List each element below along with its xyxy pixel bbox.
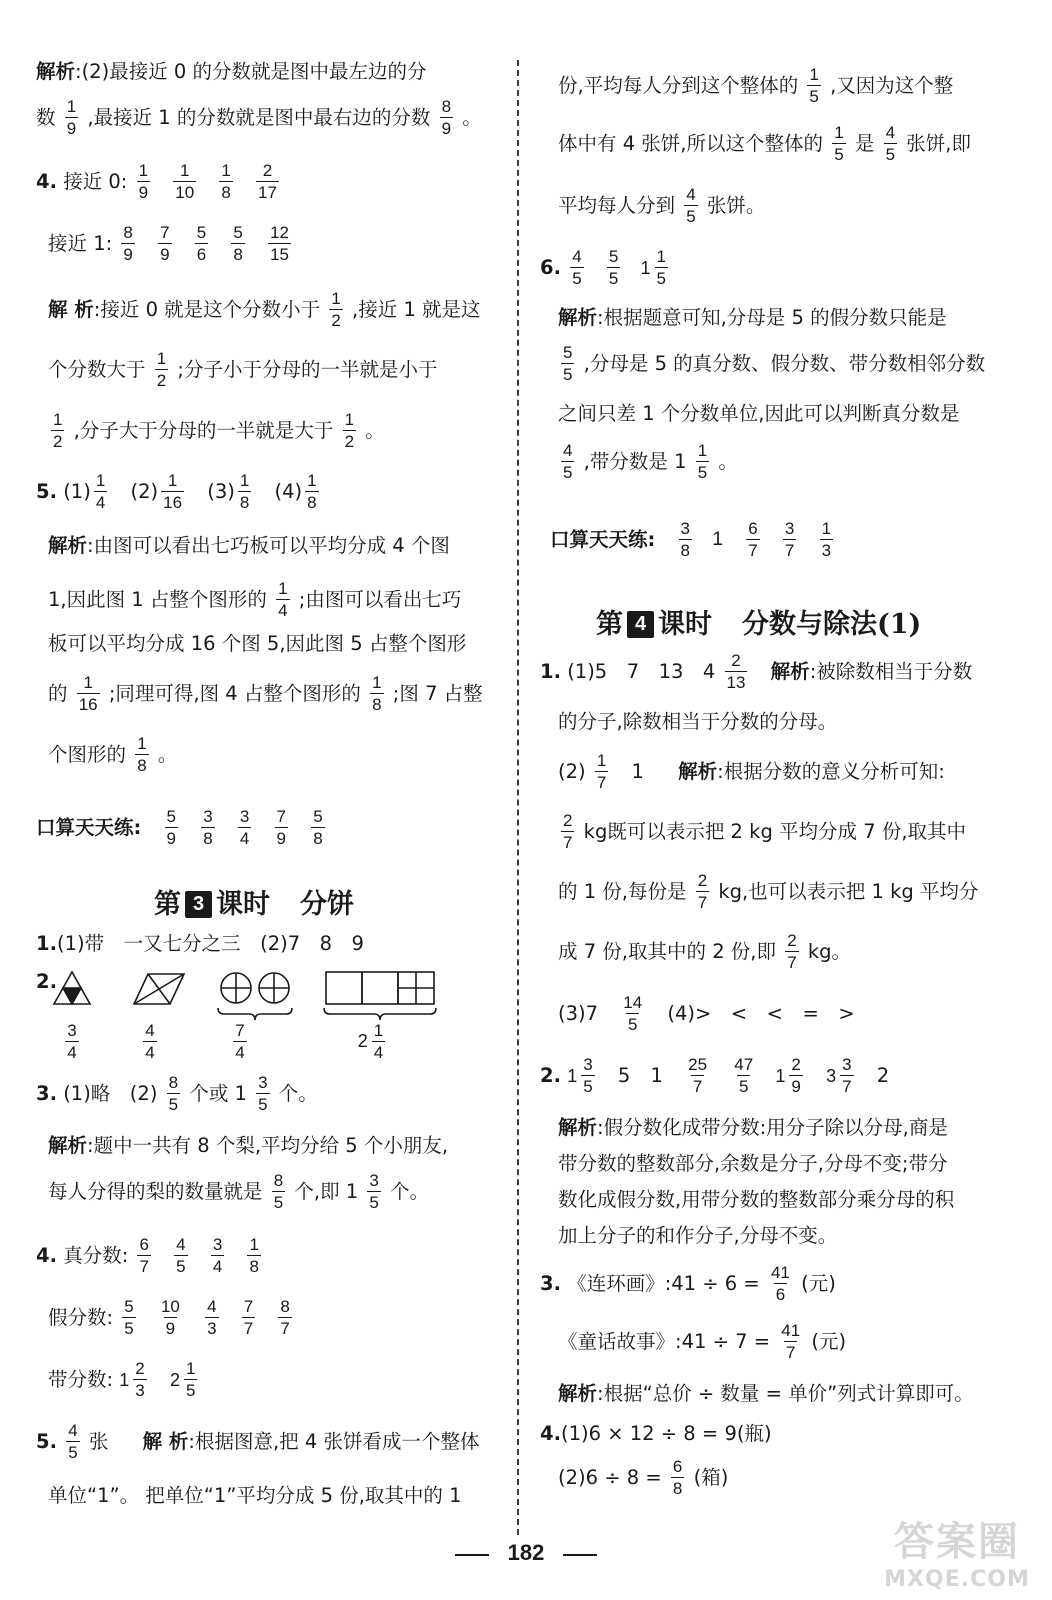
watermark-logo: 答案圈 MXQE.COM <box>884 1519 1030 1592</box>
l3-q2-label-1: $\frac{3}{4}$ <box>67 1021 77 1062</box>
r-cont-1: 份,平均每人分到这个整体的 $\frac{1}{5}$ ,又因为这个整 <box>558 65 954 106</box>
l4-q1-3: (2) $\frac{1}{7}$ 1 解析:根据分数的意义分析可知: <box>558 751 945 792</box>
l3-q1: 1.(1)带 一又七分之三 (2)7 8 9 <box>36 932 364 955</box>
l3-q4-improper: 假分数: $\frac{5}{5}$ $\frac{10}{9}$ $\frac{4}{3}$ $\frac{7}{7}$ $\frac{8}{7}$ <box>48 1297 290 1338</box>
l3-q4-proper: 4. 真分数: $\frac{6}{7}$ $\frac{4}{5}$ $\frac{3}{4}$ $\frac{1}{8}$ <box>36 1235 259 1276</box>
l4-q1-5: 的 1 份,每份是 $\frac{2}{7}$ kg,也可以表示把 1 kg 平均分 <box>558 871 979 912</box>
q5-analysis-3: 板可以平均分成 16 个图 5,因此图 5 占整个图形 <box>48 632 467 655</box>
fraction: $\frac{8}{9}$ <box>441 97 452 138</box>
l4-q1-1: 1. (1)5 7 13 4 $\frac{2}{13}$ 解析:被除数相当于分数 <box>540 651 973 692</box>
r-q6-analysis-1: 解析:根据题意可知,分母是 5 的假分数只能是 <box>558 306 947 329</box>
l4-q2-analysis-1: 解析:假分数化成带分数:用分子除以分母,商是 <box>558 1116 948 1139</box>
l3-q2-label-3: $\frac{7}{4}$ <box>235 1021 245 1062</box>
l4-q3-1: 3. 《连环画》:41 ÷ 6 = $\frac{41}{6}$ (元) <box>540 1263 836 1304</box>
r-cont-2: 体中有 4 张饼,所以这个整体的 $\frac{1}{5}$ 是 $\frac{4}{5}$ 张饼,即 <box>558 123 971 164</box>
l4-q2-analysis-4: 加上分子的和作分子,分母不变。 <box>558 1224 838 1247</box>
l3-q2-label-4: 2 1 4 <box>357 1021 384 1062</box>
q4-near-zero: 4. 接近 0: $\frac{1}{9}$ $\frac{1}{10}$ $\frac{1}{8}$ $\frac{2}{17}$ <box>36 161 277 202</box>
q5-answers: 5. (1) $\frac{1}{4}$ (2) $\frac{1}{16}$ (3) $\frac{1}{8}$ (4) $\frac{1}{8}$ <box>36 471 317 512</box>
parallelogram-figure <box>134 974 184 1004</box>
triangle-figure <box>54 972 90 1004</box>
lesson3-heading: 第 3 课时 分饼 <box>154 889 354 920</box>
l4-q4-2: (2)6 ÷ 8 = $\frac{6}{8}$ (箱) <box>558 1457 729 1498</box>
r-cont-3: 平均每人分到 $\frac{4}{5}$ 张饼。 <box>558 185 766 226</box>
l3-q2-shapes <box>46 966 466 1022</box>
l3-q2-num: 2. <box>36 970 57 993</box>
right-column <box>540 0 1010 1540</box>
squares-figure <box>324 972 436 1020</box>
l3-q3-analysis-1: 解析:题中一共有 8 个梨,平均分给 5 个小朋友, <box>48 1134 449 1157</box>
circles-figure <box>218 973 292 1020</box>
footer-dash-left <box>455 1554 489 1556</box>
l4-q3-2: 《童话故事》:41 ÷ 7 = $\frac{41}{7}$ (元) <box>558 1321 847 1362</box>
q5-analysis-2: 1,因此图 1 占整个图形的 $\frac{1}{4}$ ;由图可以看出七巧 <box>48 579 462 620</box>
l3-q2-label-2: $\frac{4}{4}$ <box>145 1021 155 1062</box>
prev-analysis-line2: 数 $\frac{1}{9}$ ,最接近 1 的分数就是图中最右边的分数 $\frac{8}{9}$ 。 <box>36 97 482 138</box>
oral-practice-left: 口算天天练: $\frac{5}{9}$ $\frac{3}{8}$ $\frac{3}{4}$ $\frac{7}{9}$ $\frac{5}{8}$ <box>36 807 323 848</box>
footer-dash-right <box>563 1554 597 1556</box>
lesson4-heading: 第 4 课时 分数与除法(1) <box>596 609 922 640</box>
l4-q4-1: 4.(1)6 × 12 ÷ 8 = 9(瓶) <box>540 1422 772 1445</box>
l3-q3-analysis-2: 每人分得的梨的数量就是 $\frac{8}{5}$ 个,即 1 $\frac{3}{5}$ 个。 <box>48 1171 430 1212</box>
r-q6: 6. $\frac{4}{5}$ $\frac{5}{5}$ 1 1 5 <box>540 247 667 288</box>
oral-practice-right: 口算天天练: $\frac{3}{8}$ 1 $\frac{6}{7}$ $\frac{3}{7}$ $\frac{1}{3}$ <box>550 519 832 560</box>
l4-q2: 2. 1 3 5 5 1 $\frac{25}{7}$ $\frac{47}{5}$ 1 2 9 3 3 7 2 <box>540 1055 890 1096</box>
fraction: $\frac{1}{9}$ <box>66 97 77 138</box>
page-number: 182 <box>507 1540 545 1565</box>
prev-analysis-line1: 解析:(2)最接近 0 的分数就是图中最左边的分 <box>36 60 427 83</box>
l3-q5: 5. $\frac{4}{5}$ 张 解 析:根据图意,把 4 张饼看成一个整体 <box>36 1421 480 1462</box>
l3-q4-mixed: 带分数: 1 2 3 2 1 5 <box>48 1359 196 1400</box>
q4-analysis-1: 解 析:接近 0 就是这个分数小于 $\frac{1}{2}$ ,接近 1 就是这 <box>48 289 481 330</box>
l4-q1-6: 成 7 份,取其中的 2 份,即 $\frac{2}{7}$ kg。 <box>558 931 852 972</box>
l3-q5-analysis-2: 单位“1”。 把单位“1”平均分成 5 份,取其中的 1 <box>48 1484 462 1507</box>
q4-near-one: 接近 1: $\frac{8}{9}$ $\frac{7}{9}$ $\frac{5}{6}$ $\frac{5}{8}$ $\frac{12}{15}$ <box>48 223 289 264</box>
r-q6-analysis-3: 之间只差 1 个分数单位,因此可以判断真分数是 <box>558 402 960 425</box>
q4-analysis-3: $\frac{1}{2}$ ,分子大于分母的一半就是大于 $\frac{1}{2}$ 。 <box>53 410 385 451</box>
q5-analysis-1: 解析:由图可以看出七巧板可以平均分成 4 个图 <box>48 534 450 557</box>
l4-q1-7: (3)7 $\frac{14}{5}$ (4)> < < = > <box>558 993 855 1034</box>
r-q6-analysis-4: $\frac{4}{5}$ ,带分数是 1 $\frac{1}{5}$ 。 <box>563 441 738 482</box>
q5-analysis-5: 个图形的 $\frac{1}{8}$ 。 <box>48 734 178 775</box>
l4-q2-analysis-2: 带分数的整数部分,余数是分子,分母不变;带分 <box>558 1152 948 1175</box>
l4-q1-2: 的分子,除数相当于分数的分母。 <box>558 710 838 733</box>
q4-analysis-2: 个分数大于 $\frac{1}{2}$ ;分子小于分母的一半就是小于 <box>48 349 438 390</box>
left-column <box>36 0 506 1540</box>
r-q6-analysis-2: $\frac{5}{5}$ ,分母是 5 的真分数、假分数、带分数相邻分数 <box>563 343 986 384</box>
l4-q2-analysis-3: 数化成假分数,用带分数的整数部分乘分母的积 <box>558 1188 955 1211</box>
l4-q3-analysis: 解析:根据“总价 ÷ 数量 = 单价”列式计算即可。 <box>558 1382 974 1405</box>
l4-q1-4: $\frac{2}{7}$ kg既可以表示把 2 kg 平均分成 7 份,取其中 <box>563 811 967 852</box>
q5-analysis-4: 的 $\frac{1}{16}$ ;同理可得,图 4 占整个图形的 $\frac{1}{8}$ ;图 7 占整 <box>48 673 483 714</box>
column-divider <box>517 60 519 1535</box>
l3-q3: 3. (1)略 (2) $\frac{8}{5}$ 个或 1 $\frac{3}{5}$ 个。 <box>36 1073 318 1114</box>
